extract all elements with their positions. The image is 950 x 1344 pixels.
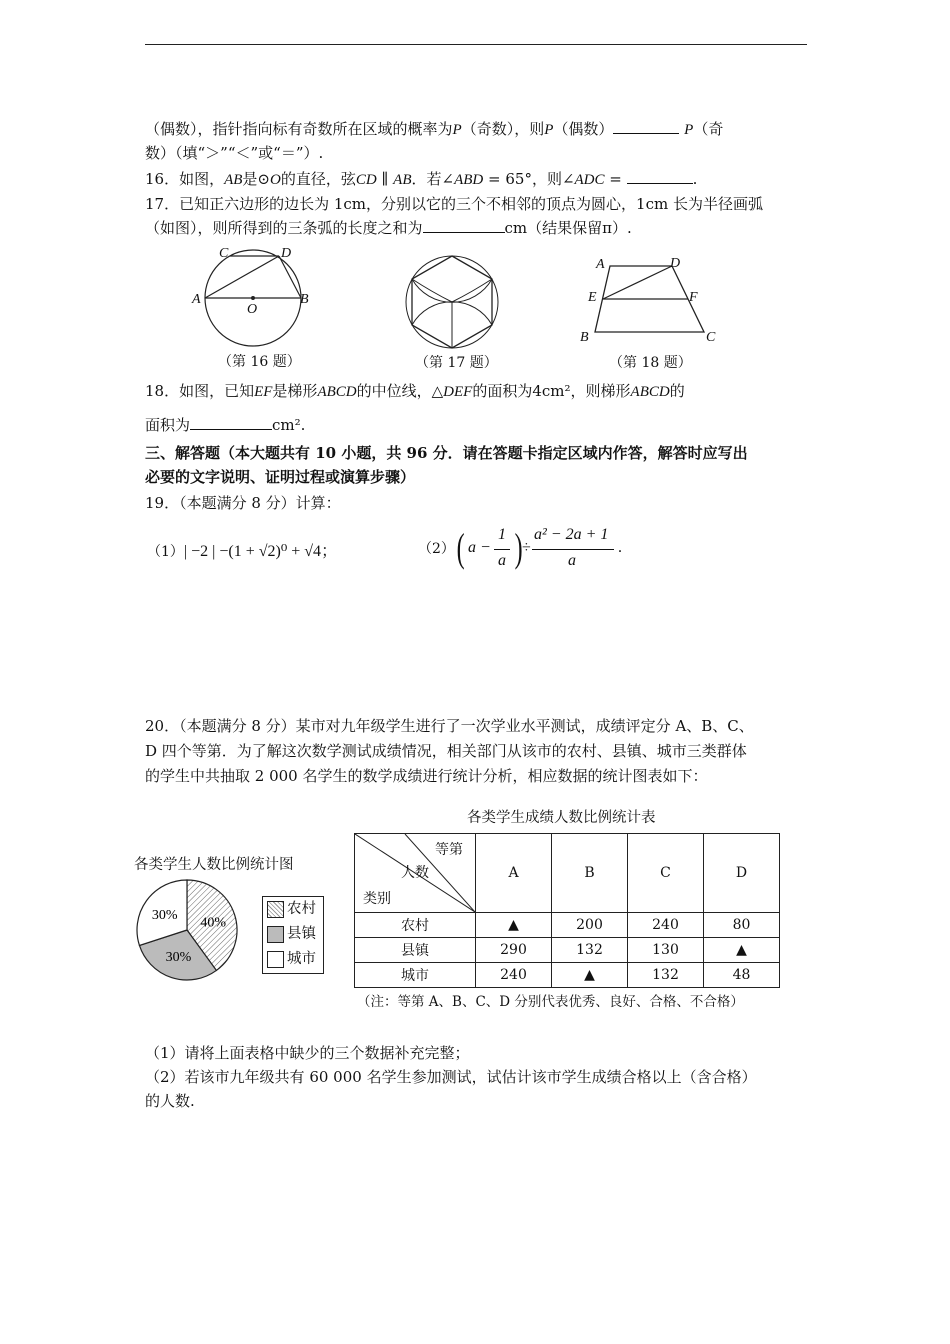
caption-18: （第 18 题）: [609, 355, 692, 371]
table-row: [355, 963, 780, 988]
table-title: 各类学生成绩人数比例统计表: [467, 810, 656, 826]
pie-title: 各类学生人数比例统计图: [134, 857, 294, 873]
answer-blank[interactable]: [423, 218, 505, 233]
answer-blank[interactable]: [627, 169, 693, 184]
header-cell: A: [476, 834, 552, 913]
label-b: B: [580, 330, 589, 345]
caption-16: （第 16 题）: [218, 354, 301, 370]
legend-item: 城市: [267, 947, 323, 972]
row-label: 城市: [355, 963, 476, 988]
header-cell: D: [704, 834, 780, 913]
label-c: C: [706, 330, 716, 345]
pie-legend: [262, 896, 324, 974]
table-cell: 80: [704, 913, 780, 938]
header-cell: C: [628, 834, 704, 913]
q19-part1: （1）| −2 | −(1 + √2)⁰ + √4；: [147, 543, 338, 560]
table-cell: 200: [552, 913, 628, 938]
q20-line3: 的学生中共抽取 2 000 名学生的数学成绩进行统计分析，相应数据的统计图表如下：: [145, 767, 708, 785]
white-swatch-icon: [267, 951, 284, 968]
table-row: [355, 913, 780, 938]
corner-label: 等第: [435, 842, 463, 858]
table-cell: 240: [476, 963, 552, 988]
row-label: 县镇: [355, 938, 476, 963]
table-cell: ▲: [476, 913, 552, 938]
q20-sub2-cont: 的人数.: [145, 1092, 195, 1110]
q15-line2: 数）（填“＞”“＜”或“＝”）.: [145, 144, 324, 162]
answer-blank[interactable]: [613, 119, 679, 134]
table-cell: ▲: [552, 963, 628, 988]
header-cell: B: [552, 834, 628, 913]
table-note: （注：等第 A、B、C、D 分别代表优秀、良好、合格、不合格）: [357, 994, 744, 1010]
q19-head: 19．（本题满分 8 分）计算：: [145, 494, 341, 512]
q20-line2: D 四个等第．为了解这次数学测试成绩情况，相关部门从该市的农村、县镇、城市三类群体: [145, 742, 747, 760]
stats-table: [354, 833, 780, 988]
label-d: D: [281, 246, 292, 261]
corner-cell: [355, 834, 476, 913]
label-a: A: [596, 257, 605, 272]
section3-line1: 三、解答题（本大题共有 10 小题，共 96 分．请在答题卡指定区域内作答，解答时应写出: [145, 444, 748, 462]
hatch-swatch-icon: [267, 901, 284, 918]
table-cell: 290: [476, 938, 552, 963]
section3-line2: 必要的文字说明、证明过程或演算步骤）: [145, 468, 416, 486]
pie-label-城市: 30%: [151, 907, 178, 923]
table-cell: 132: [552, 938, 628, 963]
label-c: C: [219, 246, 229, 261]
q20-sub2: （2）若该市九年级共有 60 000 名学生参加测试，试估计该市学生成绩合格以上（含合格）: [145, 1068, 757, 1086]
header-rule: [145, 44, 807, 45]
figure-18-trapezoid: [590, 258, 720, 336]
label-f: F: [689, 290, 698, 305]
table-cell: ▲: [704, 938, 780, 963]
figure-17-hexagon: [402, 252, 502, 352]
table-cell: 240: [628, 913, 704, 938]
q20-sub1: （1）请将上面表格中缺少的三个数据补充完整；: [145, 1044, 470, 1062]
pie-label-农村: 40%: [200, 915, 226, 931]
q16-text: 16．如图，AB是⊙O的直径，弦CD ∥ AB．若∠ABD = 65°，则∠ADC = .: [145, 170, 698, 188]
answer-blank[interactable]: [190, 415, 272, 430]
row-label: 农村: [355, 913, 476, 938]
table-cell: 130: [628, 938, 704, 963]
q17-line1: 17．已知正六边形的边长为 1cm，分别以它的三个不相邻的顶点为圆心，1cm 长为半径画弧: [145, 195, 763, 213]
q15-line1: （偶数），指针指向标有奇数所在区域的概率为P（奇数），则P（偶数） P（奇: [145, 120, 724, 138]
legend-item: 农村: [267, 897, 323, 922]
q18-line1: 18．如图，已知EF是梯形ABCD的中位线，△DEF的面积为4cm²，则梯形ABCD的: [145, 382, 685, 400]
table-cell: 48: [704, 963, 780, 988]
pie-label-县镇: 30%: [165, 950, 192, 966]
table-row: [355, 938, 780, 963]
legend-item: 县镇: [267, 922, 323, 947]
q20-line1: 20．（本题满分 8 分）某市对九年级学生进行了一次学业水平测试，成绩评定分 A、B、C、: [145, 717, 754, 735]
label-o: O: [247, 302, 258, 317]
q18-line2: 面积为 cm².: [145, 416, 306, 434]
pie-chart: [134, 877, 240, 983]
gray-swatch-icon: [267, 926, 284, 943]
corner-label: 人数: [401, 865, 429, 881]
table-header-row: [355, 834, 780, 913]
label-a: A: [192, 292, 201, 307]
label-d: D: [670, 256, 681, 271]
q17-line2: （如图），则所得到的三条弧的长度之和为 cm（结果保留π）.: [145, 219, 632, 237]
table-cell: 132: [628, 963, 704, 988]
label-b: B: [300, 292, 309, 307]
corner-label: 类别: [363, 891, 391, 907]
caption-17: （第 17 题）: [415, 355, 498, 371]
label-e: E: [588, 290, 597, 305]
